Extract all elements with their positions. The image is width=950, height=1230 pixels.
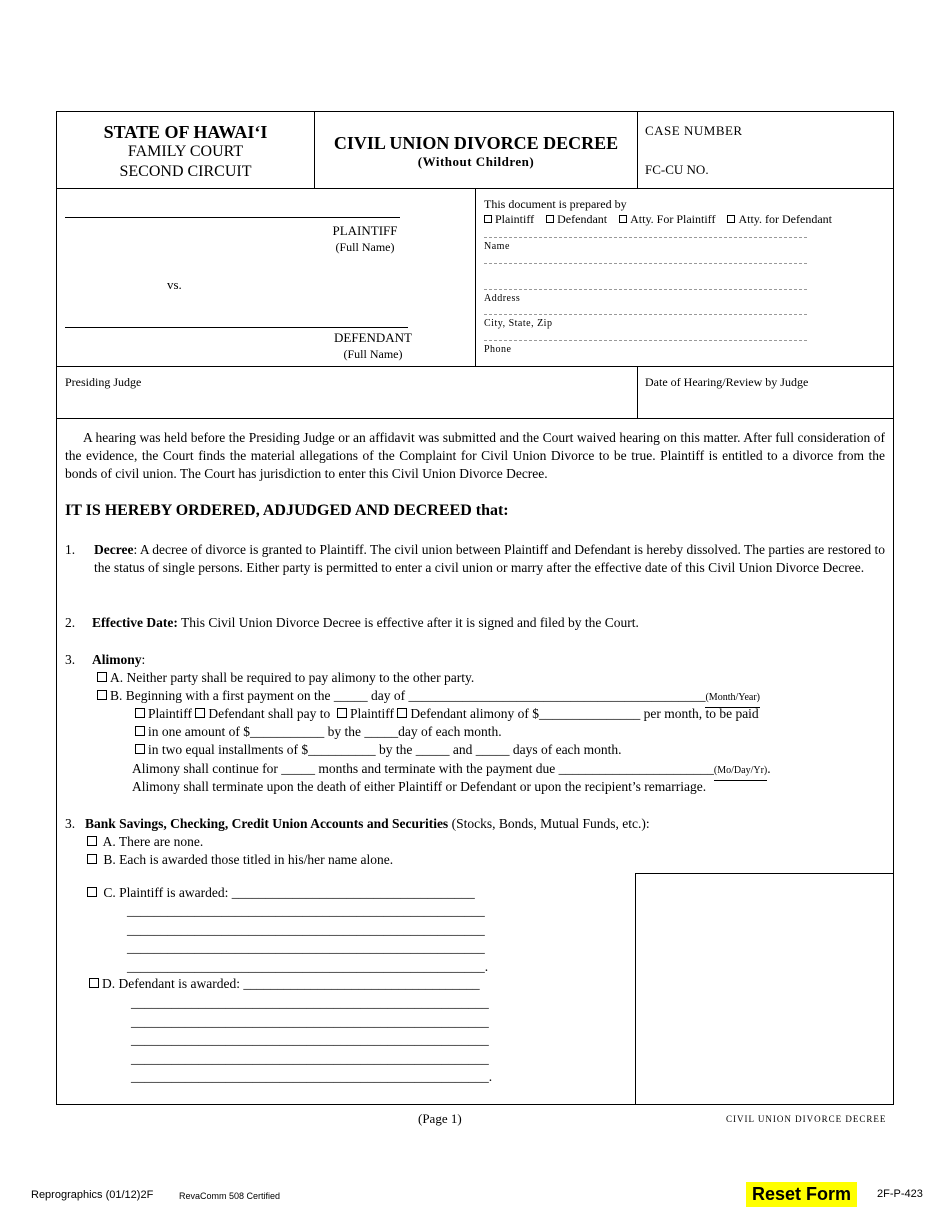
- phone-line[interactable]: [484, 340, 807, 341]
- court-heading: [57, 122, 314, 182]
- state-name: STATE OF HAWAI‘I: [103, 122, 268, 142]
- defendant-block: [308, 330, 438, 362]
- payer-plaintiff-option[interactable]: Plaintiff: [135, 706, 192, 721]
- plaintiff-block: [310, 223, 420, 255]
- item-1-number: 1.: [65, 542, 76, 557]
- judge-bottom-line: [56, 418, 894, 419]
- defendant-award-lines[interactable]: _____________________________________________________ _____________________________________________________ _____________________________________________________ _____________________________________________________ _____________________________________________________.: [131, 995, 493, 1084]
- alimony-option-b[interactable]: B. Beginning with a first payment on the _____ day of ____________________________________________(Month/Year): [97, 687, 760, 708]
- phone-label: Phone: [484, 344, 512, 355]
- item-1-title: Decree: [94, 542, 134, 557]
- alimony-option-a[interactable]: A. Neither party shall be required to pay alimony to the other party.: [97, 669, 474, 687]
- alimony-payer-row: [135, 705, 759, 723]
- defendant-name-line[interactable]: [65, 327, 408, 328]
- plaintiff-name-line[interactable]: [65, 217, 400, 218]
- document-heading: [315, 132, 637, 170]
- name-line[interactable]: [484, 237, 807, 238]
- checkbox-icon: [484, 215, 492, 223]
- alimony-two-installments[interactable]: in two equal installments of $__________ by the _____ and _____ days of each month.: [135, 741, 622, 759]
- plaintiff-label: PLAINTIFF: [332, 223, 398, 238]
- payee-plaintiff-option[interactable]: Plaintiff: [337, 706, 394, 721]
- address-label: Address: [484, 293, 521, 304]
- address-line-2[interactable]: [484, 289, 807, 290]
- reset-form-button[interactable]: Reset Form: [746, 1182, 857, 1207]
- alimony-one-amount[interactable]: in one amount of $___________ by the _____day of each month.: [135, 723, 502, 741]
- bank-option-d[interactable]: D. Defendant is awarded: ___________________________________: [89, 975, 480, 993]
- alimony-terminate: Alimony shall terminate upon the death of either Plaintiff or Defendant or upon the recipient’s remarriage.: [132, 779, 707, 794]
- document-subtitle: (Without Children): [417, 154, 535, 169]
- item-4-text: (Stocks, Bonds, Mutual Funds, etc.):: [448, 816, 650, 831]
- plaintiff-sub: (Full Name): [335, 240, 395, 254]
- reprographics-label: Reprographics (01/12)2F: [31, 1189, 154, 1201]
- header-divider-2: [637, 111, 638, 188]
- checkbox-icon: [135, 726, 145, 736]
- month-year-hint: (Month/Year): [705, 689, 760, 708]
- prepared-option-defendant[interactable]: Defendant: [546, 212, 607, 226]
- bank-option-c[interactable]: C. Plaintiff is awarded: ____________________________________: [87, 884, 475, 902]
- bank-option-a[interactable]: A. There are none.: [87, 833, 203, 851]
- item-4-number: 3.: [65, 816, 76, 831]
- checkbox-icon: [97, 672, 107, 682]
- item-2-title: Effective Date:: [92, 615, 178, 630]
- defendant-sub: (Full Name): [343, 347, 403, 361]
- item-3-heading: Alimony:: [92, 652, 146, 667]
- checkbox-icon: [337, 708, 347, 718]
- name-label: Name: [484, 241, 510, 252]
- item-2-paragraph: [92, 614, 882, 632]
- bank-option-b[interactable]: B. Each is awarded those titled in his/her name alone.: [87, 851, 393, 869]
- frame-left: [56, 111, 57, 1105]
- city-label: City, State, Zip: [484, 318, 553, 329]
- checkbox-icon: [87, 854, 97, 864]
- checkbox-icon: [89, 978, 99, 988]
- checkbox-icon: [135, 708, 145, 718]
- court-name: FAMILY COURT: [127, 143, 244, 160]
- payee-defendant-option[interactable]: Defendant alimony of $_______________ per month, to be paid: [397, 706, 758, 721]
- hearing-date-label[interactable]: Date of Hearing/Review by Judge: [645, 375, 809, 389]
- checkbox-icon: [135, 744, 145, 754]
- judge-divider: [637, 366, 638, 419]
- item-3-title: Alimony: [92, 652, 142, 667]
- payer-defendant-option[interactable]: Defendant shall pay to: [195, 706, 330, 721]
- form-title-footer: CIVIL UNION DIVORCE DECREE: [726, 1114, 887, 1124]
- ordered-heading: IT IS HEREBY ORDERED, ADJUDGED AND DECREED that:: [65, 502, 509, 519]
- revacomm-label: RevaComm 508 Certified: [179, 1191, 281, 1201]
- alimony-continue: Alimony shall continue for _____ months and terminate with the payment due _______________________(Mo/Day/Yr).: [132, 760, 771, 781]
- judge-signature-box[interactable]: [635, 873, 894, 1105]
- versus-label: vs.: [167, 277, 182, 292]
- party-divider: [475, 188, 476, 367]
- checkbox-icon: [546, 215, 554, 223]
- party-bottom-line: [56, 366, 894, 367]
- address-line-1[interactable]: [484, 263, 807, 264]
- checkbox-icon: [619, 215, 627, 223]
- prepared-option-plaintiff[interactable]: Plaintiff: [484, 212, 534, 226]
- item-1-text: : A decree of divorce is granted to Plaintiff. The civil union between Plaintiff and Defendant is hereby dissolved. The parties are restored to the status of single persons. Either party is permitted to enter a civil union or marry after the effective date of this Civil Union Divorce Decree.: [94, 542, 885, 575]
- item-4-heading: [85, 815, 650, 833]
- circuit-name: SECOND CIRCUIT: [119, 163, 252, 180]
- defendant-label: DEFENDANT: [334, 330, 412, 345]
- fc-number-label[interactable]: FC-CU NO.: [645, 162, 709, 177]
- presiding-judge-label[interactable]: Presiding Judge: [65, 375, 142, 389]
- page-number: (Page 1): [418, 1111, 462, 1126]
- prepared-option-atty-defendant[interactable]: Atty. for Defendant: [727, 212, 832, 226]
- city-line[interactable]: [484, 314, 807, 315]
- document-title: CIVIL UNION DIVORCE DECREE: [333, 133, 619, 153]
- item-4-title: Bank Savings, Checking, Credit Union Accounts and Securities: [85, 816, 449, 831]
- prepared-option-atty-plaintiff[interactable]: Atty. For Plaintiff: [619, 212, 715, 226]
- checkbox-icon: [87, 836, 97, 846]
- intro-paragraph: A hearing was held before the Presiding Judge or an affidavit was submitted and the Court waived hearing on this matter. After full consideration of the evidence, the Court finds the material allegations of the Complaint for Civil Union Divorce to be true. Plaintiff is entitled to a divorce from the bonds of civil union. The Court has jurisdiction to enter this Civil Union Divorce Decree.: [65, 430, 885, 481]
- prepared-by-options: [484, 212, 832, 227]
- item-2-number: 2.: [65, 615, 76, 630]
- checkbox-icon: [195, 708, 205, 718]
- plaintiff-award-lines[interactable]: _____________________________________________________ _____________________________________________________ _____________________________________________________ _____________________________________________________.: [127, 903, 489, 974]
- checkbox-icon: [87, 887, 97, 897]
- frame-top: [56, 111, 894, 112]
- item-3-number: 3.: [65, 652, 76, 667]
- item-1-paragraph: [94, 541, 885, 577]
- form-number: 2F-P-423: [877, 1188, 923, 1200]
- case-number-label: CASE NUMBER: [645, 123, 743, 138]
- mo-day-yr-hint: (Mo/Day/Yr): [714, 762, 767, 781]
- prepared-by-title: This document is prepared by: [484, 197, 627, 211]
- item-2-text: This Civil Union Divorce Decree is effective after it is signed and filed by the Court.: [177, 615, 639, 630]
- checkbox-icon: [727, 215, 735, 223]
- checkbox-icon: [97, 690, 107, 700]
- checkbox-icon: [397, 708, 407, 718]
